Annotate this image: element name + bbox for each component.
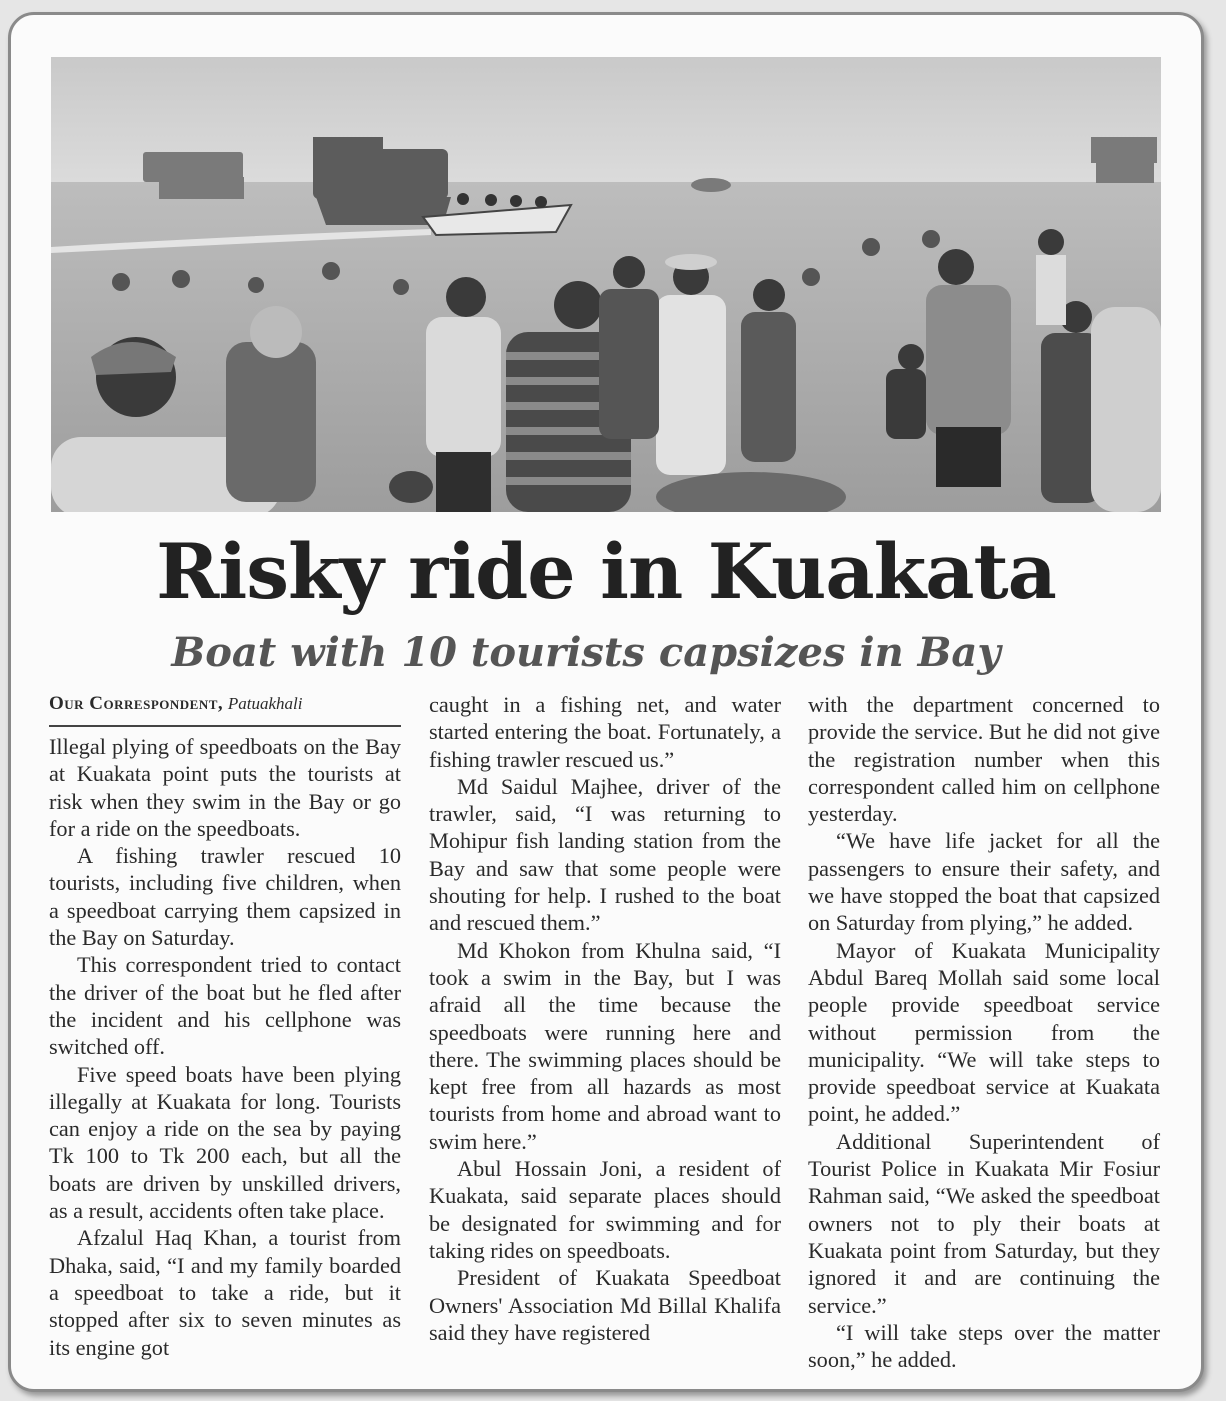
paragraph: Md Khokon from Khulna said, “I took a swim in the Bay, but I was afraid all the time because the speedboats were running here and there. The swimming places should be kept free from all hazards as most tourists from home and abroad want to swim here.” [429, 937, 781, 1154]
article-column-3 [808, 691, 1160, 1373]
byline-author: Our Correspondent, [49, 693, 224, 714]
paragraph: A fishing trawler rescued 10 tourists, including five children, when a speedboat carrying them capsized in the Bay on Saturday. [49, 843, 401, 951]
beach-photo-image [51, 57, 1161, 512]
paragraph: Mayor of Kuakata Municipality Abdul Bareq Mollah said some local people provide speedboat service without permission from the municipality. “We will take steps to provide speedboat service at Kuakata point, he added.” [808, 937, 1160, 1127]
subheadline: Boat with 10 tourists capsizes in Bay [171, 629, 1001, 676]
article-column-1 [49, 691, 401, 1361]
paragraph: with the department concerned to provide the service. But he did not give the registration number when this correspondent called him on cellphone yesterday. [808, 692, 1160, 827]
newspaper-clipping [8, 12, 1204, 1392]
paragraph: Md Saidul Majhee, driver of the trawler, said, “I was returning to Mohipur fish landing station from the Bay and saw that some people were shouting for help. I rushed to the boat and rescued them.” [429, 773, 781, 936]
paragraph: “We have life jacket for all the passengers to ensure their safety, and we have stopped the boat that capsized on Saturday from plying,” he added. [808, 828, 1160, 936]
paragraph: Illegal plying of speedboats on the Bay at Kuakata point puts the tourists at risk when they swim in the Bay or go for a ride on the speedboats. [49, 734, 401, 841]
paragraph: President of Kuakata Speedboat Owners' Association Md Billal Khalifa said they have registered [429, 1265, 781, 1345]
byline [49, 691, 401, 727]
paragraph: “I will take steps over the matter soon,” he added. [808, 1319, 1160, 1373]
paragraph: caught in a fishing net, and water started entering the boat. Fortunately, a fishing trawler rescued us.” [429, 692, 781, 772]
byline-location: Patuakhali [227, 694, 303, 713]
paragraph: Abul Hossain Joni, a resident of Kuakata, said separate places should be designated for swimming and for taking rides on speedboats. [429, 1156, 781, 1263]
headline: Risky ride in Kuakata [156, 527, 1056, 616]
paragraph: Afzalul Haq Khan, a tourist from Dhaka, said, “I and my family boarded a speedboat to take a ride, but it stopped after six to seven minutes as its engine got [49, 1225, 401, 1360]
paragraph: Five speed boats have been plying illegally at Kuakata for long. Tourists can enjoy a ride on the sea by paying Tk 100 to Tk 200 each, but all the boats are driven by unskilled drivers, as a result, accidents often take place. [49, 1061, 401, 1224]
paragraph: This correspondent tried to contact the driver of the boat but he fled after the incident and his cellphone was switched off. [49, 952, 401, 1060]
beach-photo [51, 57, 1161, 512]
article-column-2 [429, 691, 781, 1346]
paragraph: Additional Superintendent of Tourist Police in Kuakata Mir Fosiur Rahman said, “We asked the speedboat owners not to ply their boats at Kuakata point from Saturday, but they ignored it and are continuing the service.” [808, 1128, 1160, 1318]
